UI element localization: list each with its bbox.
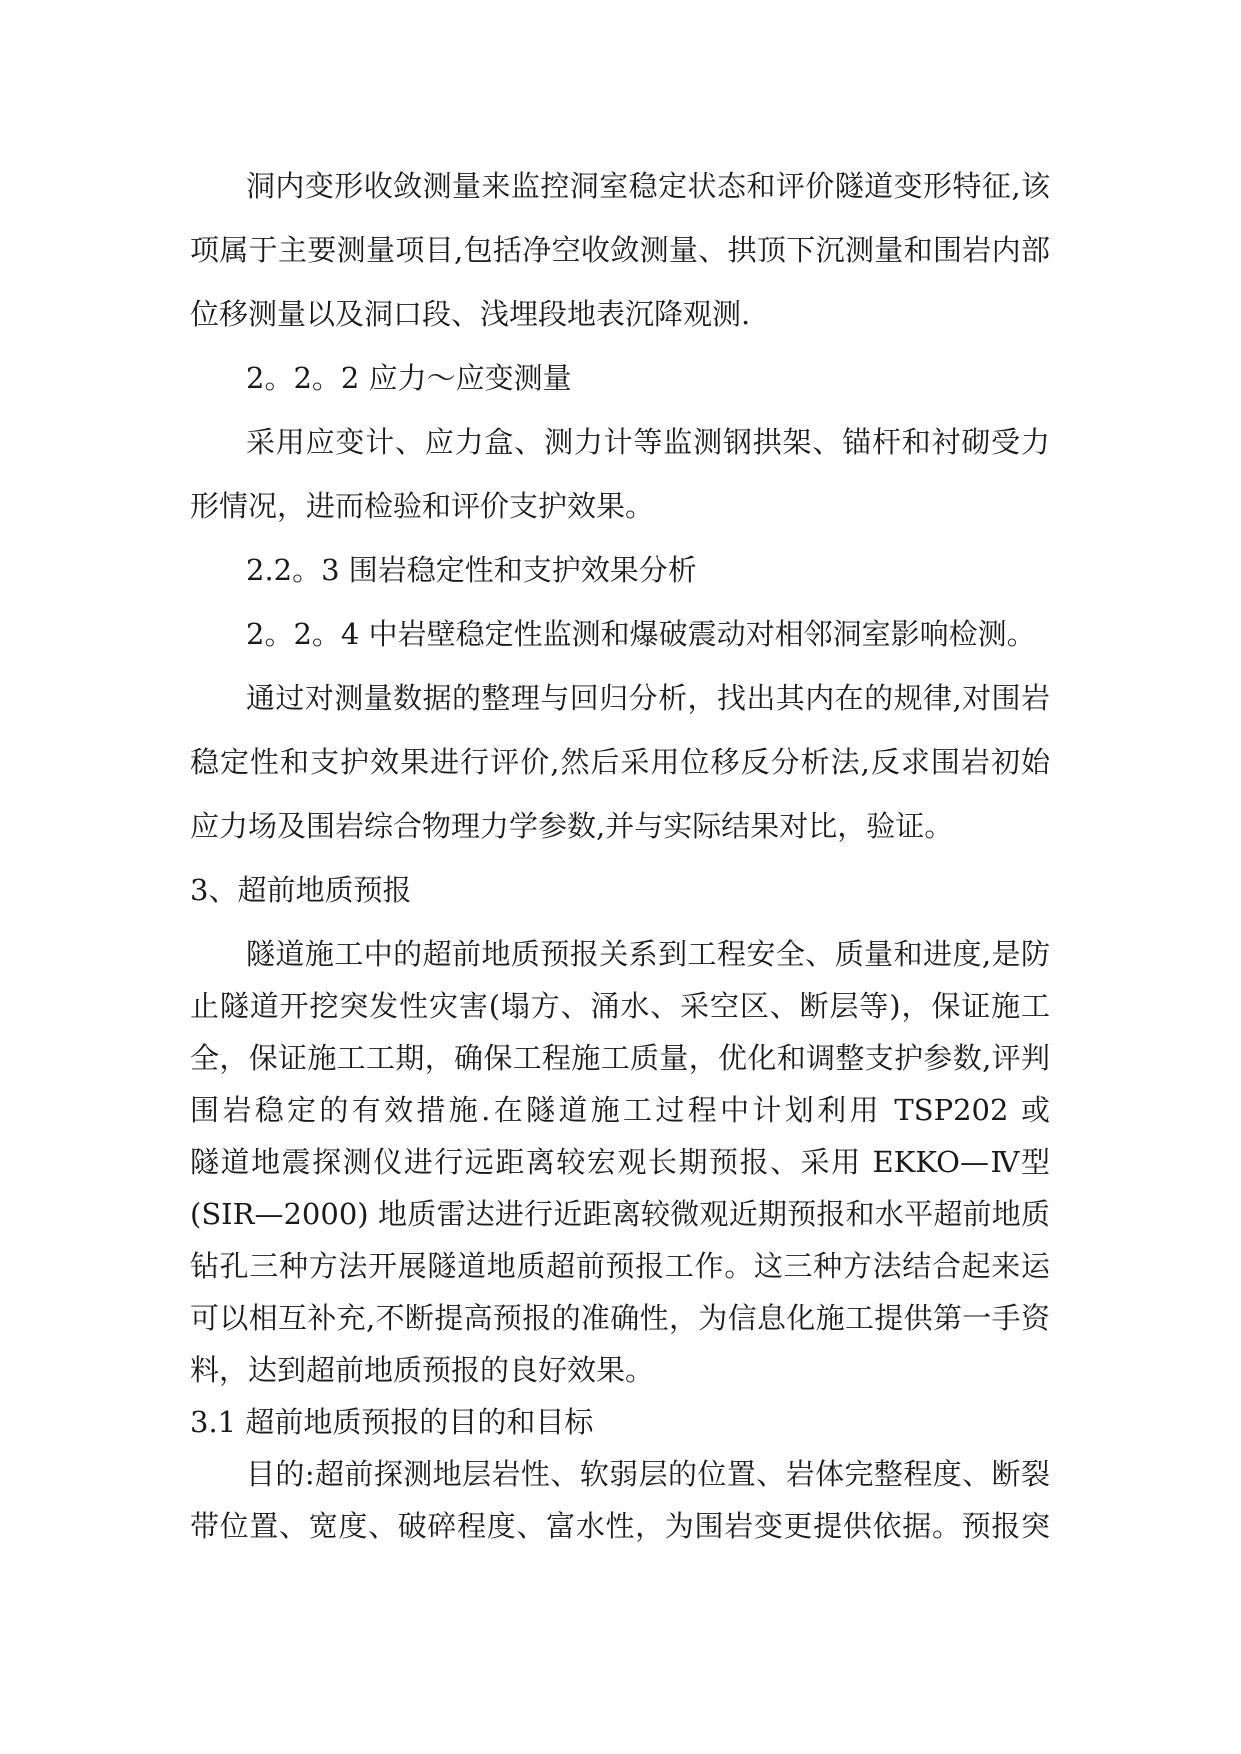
paragraph-line: 通过对测量数据的整理与回归分析，找出其内在的规律,对围岩: [246, 681, 1050, 715]
paragraph-line: 目的:超前探测地层岩性、软弱层的位置、岩体完整程度、断裂: [246, 1457, 1050, 1491]
paragraph-line: 可以相互补充,不断提高预报的准确性，为信息化施工提供第一手资: [190, 1301, 1050, 1335]
paragraph-line: 隧道地震探测仪进行远距离较宏观长期预报、采用 EKKO—Ⅳ型: [190, 1145, 1050, 1179]
section-heading: 2.2。3 围岩稳定性和支护效果分析: [246, 553, 697, 587]
paragraph-line: 料，达到超前地质预报的良好效果。: [190, 1353, 655, 1387]
paragraph-line: 洞内变形收敛测量来监控洞室稳定状态和评价隧道变形特征,该: [246, 169, 1050, 203]
paragraph-line: 钻孔三种方法开展隧道地质超前预报工作。这三种方法结合起来运: [190, 1249, 1050, 1283]
paragraph-line: 围岩稳定的有效措施.在隧道施工过程中计划利用 TSP202 或: [190, 1093, 1050, 1127]
paragraph-line: (SIR—2000) 地质雷达进行近距离较微观近期预报和水平超前地质: [190, 1197, 1050, 1231]
section-heading: 3、超前地质预报: [190, 873, 412, 907]
paragraph-line: 项属于主要测量项目,包括净空收敛测量、拱顶下沉测量和围岩内部: [190, 233, 1050, 267]
paragraph-line: 采用应变计、应力盒、测力计等监测钢拱架、锚杆和衬砌受力: [246, 425, 1050, 459]
paragraph-line: 形情况，进而检验和评价支护效果。: [190, 489, 655, 523]
section-heading: 2。2。2 应力～应变测量: [246, 361, 572, 395]
paragraph-line: 全，保证施工工期，确保工程施工质量，优化和调整支护参数,评判: [190, 1041, 1050, 1075]
paragraph-line: 位移测量以及洞口段、浅埋段地表沉降观测.: [190, 297, 751, 331]
section-heading: 3.1 超前地质预报的目的和目标: [190, 1405, 594, 1439]
paragraph-line: 带位置、宽度、破碎程度、富水性，为围岩变更提供依据。预报突: [190, 1509, 1050, 1543]
section-heading: 2。2。4 中岩壁稳定性监测和爆破震动对相邻洞室影响检测。: [246, 617, 1036, 651]
paragraph-line: 稳定性和支护效果进行评价,然后采用位移反分析法,反求围岩初始: [190, 745, 1050, 779]
paragraph-line: 应力场及围岩综合物理力学参数,并与实际结果对比，验证。: [190, 809, 954, 843]
paragraph-line: 止隧道开挖突发性灾害(塌方、涌水、采空区、断层等)，保证施工: [190, 989, 1050, 1023]
paragraph-line: 隧道施工中的超前地质预报关系到工程安全、质量和进度,是防: [246, 937, 1050, 971]
